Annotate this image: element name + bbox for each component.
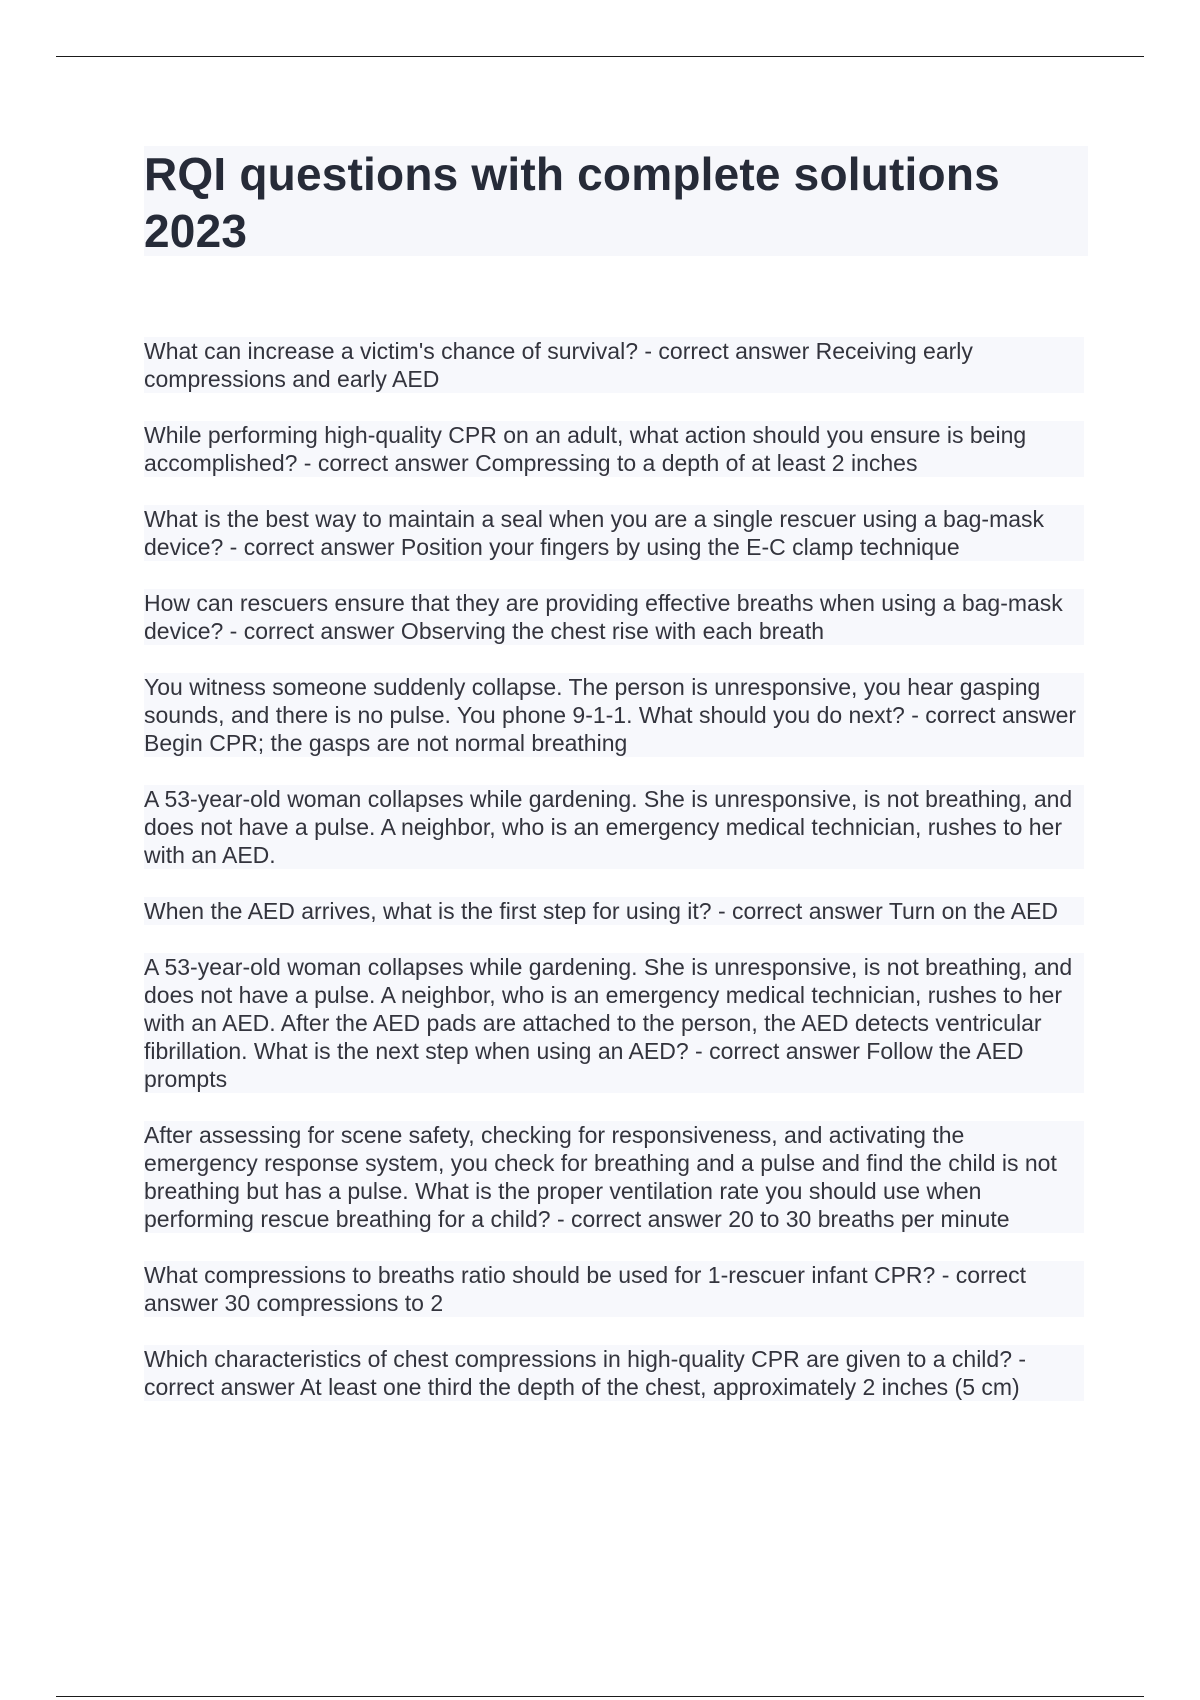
bottom-divider [56, 1696, 1144, 1697]
qa-item: You witness someone suddenly collapse. The person is unresponsive, you hear gasping sounds, and there is no pulse. You phone 9-1-1. What should you do next? - correct answer Begin CPR; the gasps are not normal breathing [144, 673, 1084, 757]
title-block [144, 146, 1088, 256]
qa-item: A 53-year-old woman collapses while gardening. She is unresponsive, is not breathing, and does not have a pulse. A neighbor, who is an emergency medical technician, rushes to her with an AED. After the AED pads are attached to the person, the AED detects ventricular fibrillation. What is the next step when using an AED? - correct answer Follow the AED prompts [144, 953, 1084, 1093]
question-list [144, 337, 1084, 1429]
qa-item: While performing high-quality CPR on an adult, what action should you ensure is being accomplished? - correct answer Compressing to a depth of at least 2 inches [144, 421, 1084, 477]
qa-item: What compressions to breaths ratio should be used for 1-rescuer infant CPR? - correct answer 30 compressions to 2 [144, 1261, 1084, 1317]
page-title: RQI questions with complete solutions 2023 [144, 148, 1000, 257]
qa-item: After assessing for scene safety, checking for responsiveness, and activating the emergency response system, you check for breathing and a pulse and find the child is not breathing but has a pulse. What is the proper ventilation rate you should use when performing rescue breathing for a child? - correct answer 20 to 30 breaths per minute [144, 1121, 1084, 1233]
qa-item: Which characteristics of chest compressions in high-quality CPR are given to a child? - correct answer At least one third the depth of the chest, approximately 2 inches (5 cm) [144, 1345, 1084, 1401]
qa-item: A 53-year-old woman collapses while gardening. She is unresponsive, is not breathing, and does not have a pulse. A neighbor, who is an emergency medical technician, rushes to her with an AED. [144, 785, 1084, 869]
top-divider [56, 56, 1144, 57]
qa-item: When the AED arrives, what is the first step for using it? - correct answer Turn on the AED [144, 897, 1084, 925]
qa-item: How can rescuers ensure that they are providing effective breaths when using a bag-mask device? - correct answer Observing the chest rise with each breath [144, 589, 1084, 645]
qa-item: What can increase a victim's chance of survival? - correct answer Receiving early compressions and early AED [144, 337, 1084, 393]
qa-item: What is the best way to maintain a seal when you are a single rescuer using a bag-mask device? - correct answer Position your fingers by using the E-C clamp technique [144, 505, 1084, 561]
